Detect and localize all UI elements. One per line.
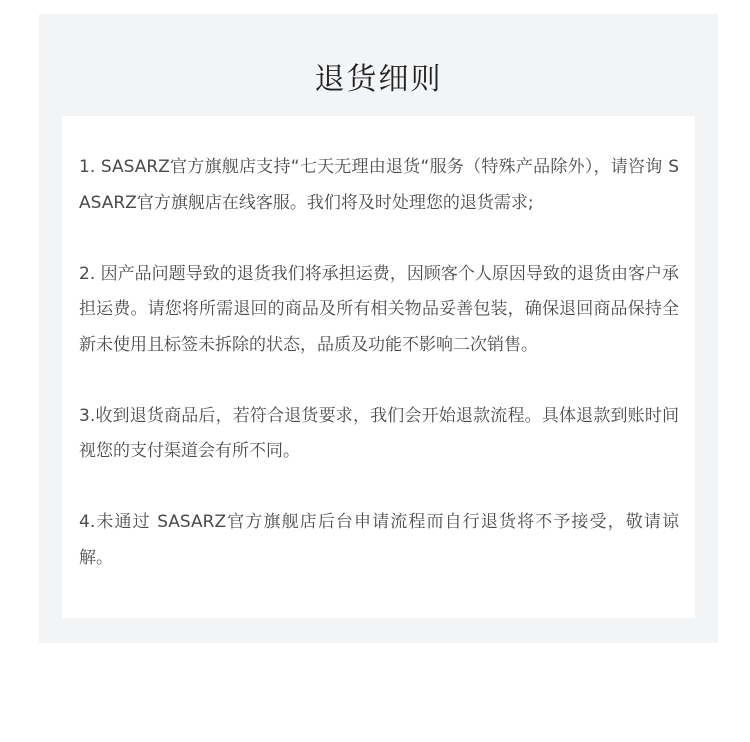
rule-item-3: 3.收到退货商品后，若符合退货要求，我们会开始退款流程。具体退款到账时间视您的支付渠道会有所不同。 bbox=[79, 405, 679, 461]
rules-list bbox=[79, 150, 679, 576]
rule-item-1: 1. SASARZ官方旗舰店支持“七天无理由退货“服务（特殊产品除外），请咨询 SASARZ官方旗舰店在线客服。我们将及时处理您的退货需求; bbox=[79, 157, 679, 213]
rules-card bbox=[62, 116, 695, 618]
page-title: 退货细则 bbox=[314, 62, 443, 97]
return-policy-panel bbox=[39, 14, 718, 643]
rule-item-2: 2. 因产品问题导致的退货我们将承担运费，因顾客个人原因导致的退货由客户承担运费。请您将所需退回的商品及所有相关物品妥善包装，确保退回商品保持全新未使用且标签未拆除的状态，品质及功能不影响二次销售。 bbox=[79, 263, 679, 355]
rule-item-4: 4.未通过 SASARZ官方旗舰店后台申请流程而自行退货将不予接受，敬请谅解。 bbox=[79, 512, 679, 568]
